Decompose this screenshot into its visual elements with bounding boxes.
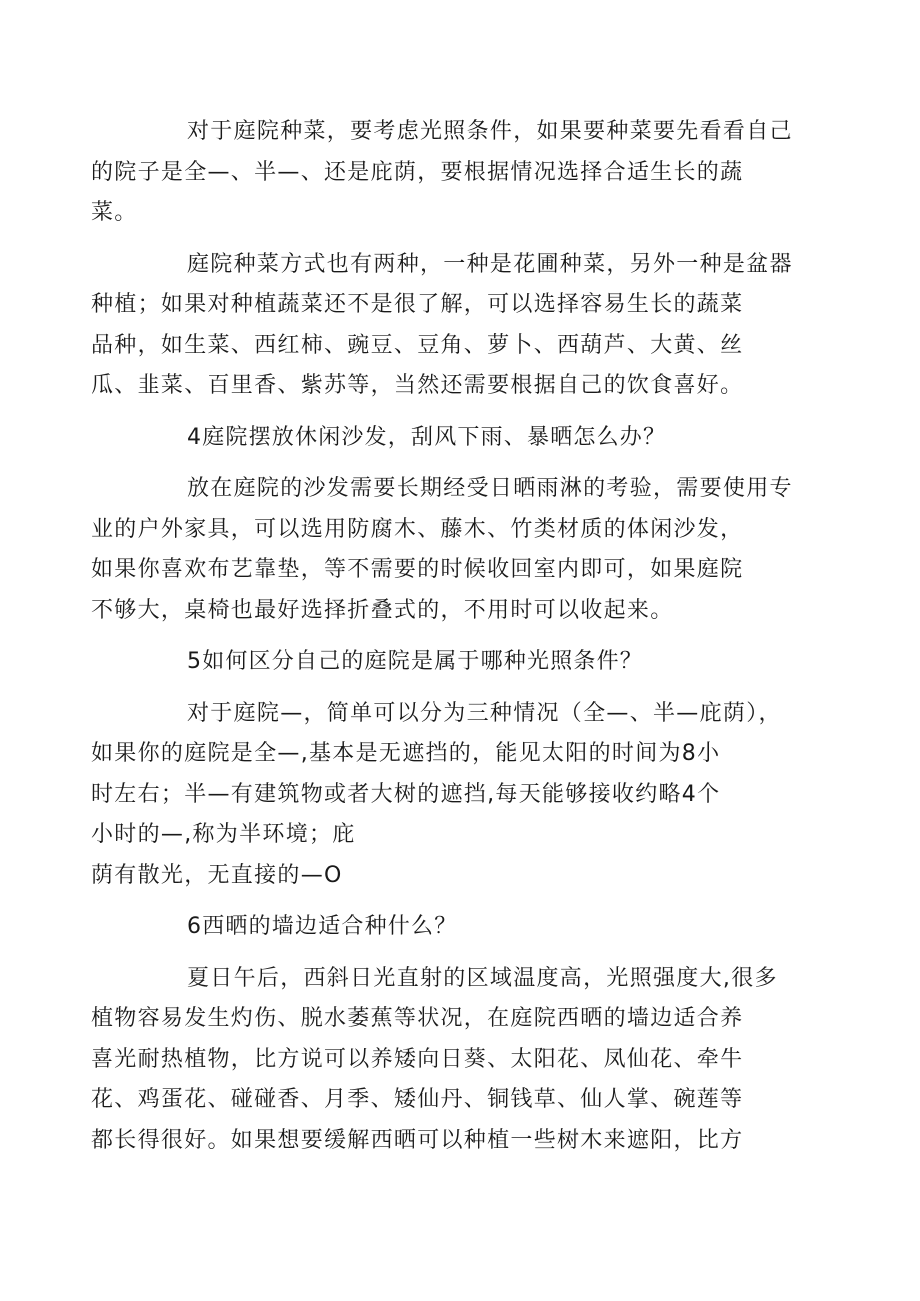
- heading-text: 5如何区分自己的庭院是属于哪种光照条件？: [187, 649, 643, 674]
- section-heading-5: [139, 642, 787, 683]
- text-line: 植物容易发生灼伤、脱水萎蕉等状况，在庭院西晒的墙边适合养: [91, 1006, 744, 1031]
- heading-text: 6西晒的墙边适合种什么？: [187, 914, 458, 939]
- text-line: 对于庭院种菜，要考虑光照条件，如果要种菜要先看看自己: [187, 119, 793, 144]
- paragraph-west-wall-plants: [91, 959, 787, 1162]
- text-line: 不够大，桌椅也最好选择折叠式的，不用时可以收起来。: [91, 597, 674, 623]
- text-line: 夏日午后，西斜日光直射的区域温度高，光照强度大,很多: [187, 965, 778, 991]
- section-heading-6: [139, 907, 787, 948]
- text-line: 花、鸡蛋花、碰碰香、月季、矮仙丹、铜钱草、仙人掌、碗莲等: [91, 1087, 744, 1112]
- text-line: 的院子是全—、半—、还是庇荫，要根据情况选择合适生长的蔬: [91, 159, 744, 185]
- paragraph-light-conditions: [91, 694, 787, 897]
- paragraph-outdoor-sofa: [91, 469, 793, 631]
- section-heading-4: [139, 418, 787, 459]
- text-line: 业的户外家具，可以选用防腐木、藤木、竹类材质的体闲沙发，: [91, 516, 744, 542]
- text-line: 如果你喜欢布艺靠垫，等不需要的时候收回室内即可，如果庭院: [91, 557, 744, 582]
- document-body: [91, 112, 793, 1161]
- text-line: 瓜、韭菜、百里香、紫苏等，当然还需要根据自己的饮食喜好。: [91, 373, 744, 398]
- text-line: 如果你的庭院是全—,基本是无遮挡的，能见太阳的时间为8小: [91, 741, 721, 766]
- text-line: 喜光耐热植物，比方说可以养矮向日葵、太阳花、凤仙花、牵牛: [91, 1046, 744, 1072]
- paragraph-garden-vegetables-light: [91, 112, 793, 234]
- text-line: 时左右；半—有建筑物或者大树的遮挡,每天能够接收约略4个: [91, 781, 721, 807]
- text-line: 小时的—,称为半环境；庇: [91, 822, 356, 847]
- text-line: 庭院种菜方式也有两种，一种是花圃种菜，另外一种是盆器: [187, 251, 793, 277]
- text-line: 都长得很好。如果想要缓解西晒可以种植一些树木来遮阳，比方: [91, 1127, 744, 1153]
- text-line: 荫有散光，无直接的—O: [91, 862, 343, 888]
- text-line: 种植；如果对种植蔬菜还不是很了解，可以选择容易生长的蔬菜: [91, 292, 744, 317]
- paragraph-planting-methods: [91, 245, 793, 407]
- text-line: 对于庭院—，简单可以分为三种情况（全—、半—庇荫），: [187, 700, 782, 726]
- text-line: 菜。: [91, 200, 138, 225]
- text-line: 放在庭院的沙发需要长期经受日晒雨淋的考验，需要使用专: [187, 476, 793, 501]
- heading-text: 4庭院摆放休闲沙发，刮风下雨、暴晒怎么办？: [187, 424, 667, 450]
- text-line: 品种，如生菜、西红柿、豌豆、豆角、萝卜、西葫芦、大黄、丝: [91, 332, 744, 358]
